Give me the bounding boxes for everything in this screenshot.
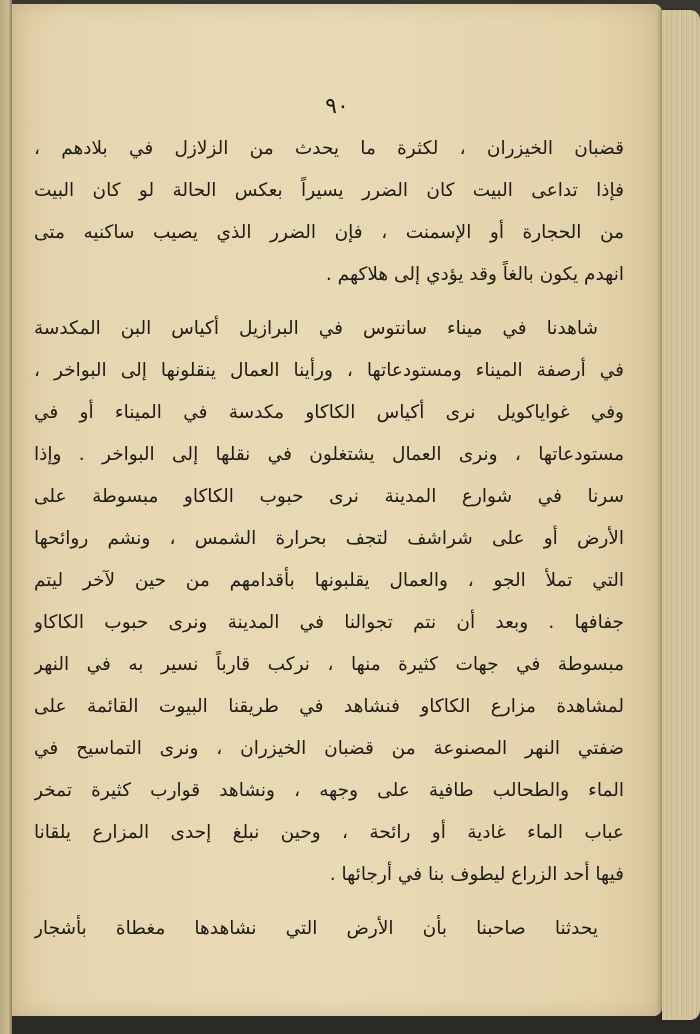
text-line: لمشاهدة مزارع الكاكاو فنشاهد في طريقنا البيوت القائمة على [34, 696, 624, 717]
page-number: ٩٠ [325, 94, 349, 119]
text-line: مستودعاتها ، ونرى العمال يشتغلون في نقلها إلى البواخر . وإذا [34, 444, 624, 465]
text-line: عباب الماء غادية أو رائحة ، وحين نبلغ إحدى المزارع يلقانا [34, 822, 624, 843]
facing-page-edge [0, 0, 12, 1034]
text-line: قضبان الخيزران ، لكثرة ما يحدث من الزلازل في بلادهم ، [34, 138, 624, 159]
text-line: يحدثنا صاحبنا بأن الأرض التي نشاهدها مغطاة بأشجار [34, 918, 598, 939]
text-line: فإذا تداعى البيت كان الضرر يسيراً بعكس الحالة لو كان البيت [34, 180, 624, 201]
text-line: سرنا في شوارع المدينة نرى حبوب الكاكاو مبسوطة على [34, 486, 624, 507]
text-line: الماء والطحالب طافية على وجهه ، ونشاهد قوارب كثيرة تمخر [34, 780, 624, 801]
text-line: انهدم يكون بالغاً وقد يؤدي إلى هلاكهم . [325, 264, 624, 285]
text-line: جفافها . وبعد أن نتم تجوالنا في المدينة ونرى حبوب الكاكاو [34, 612, 624, 633]
paragraph-1 [34, 128, 624, 296]
paragraph-3 [34, 908, 624, 950]
body-text [34, 128, 624, 950]
book-page [12, 4, 662, 1016]
text-line: مبسوطة في جهات كثيرة منها ، نركب قارباً نسير به في النهر [34, 654, 624, 675]
text-line: من الحجارة أو الإسمنت ، فإن الضرر الذي يصيب ساكنيه متى [34, 222, 624, 243]
text-line: التي تملأ الجو ، والعمال يقلبونها بأقدامهم من حين لآخر ليتم [34, 570, 624, 591]
text-line: الأرض أو على شراشف لتجف بحرارة الشمس ، ونشم روائحها [34, 528, 624, 549]
paragraph-gap [34, 896, 624, 908]
paragraph-gap [34, 296, 624, 308]
text-line: شاهدنا في ميناء سانتوس في البرازيل أكياس البن المكدسة [34, 318, 598, 339]
text-line: ضفتي النهر المصنوعة من قضبان الخيزران ، ونرى التماسيح في [34, 738, 624, 759]
text-line: فيها أحد الزراع ليطوف بنا في أرجائها . [329, 864, 624, 885]
text-line: في أرصفة الميناء ومستودعاتها ، ورأينا العمال ينقلونها إلى البواخر ، [34, 360, 624, 381]
paragraph-2 [34, 308, 624, 896]
text-line: وفي غواياكويل نرى أكياس الكاكاو مكدسة في الميناء أو في [34, 402, 624, 423]
page-stack-edge [662, 10, 700, 1020]
